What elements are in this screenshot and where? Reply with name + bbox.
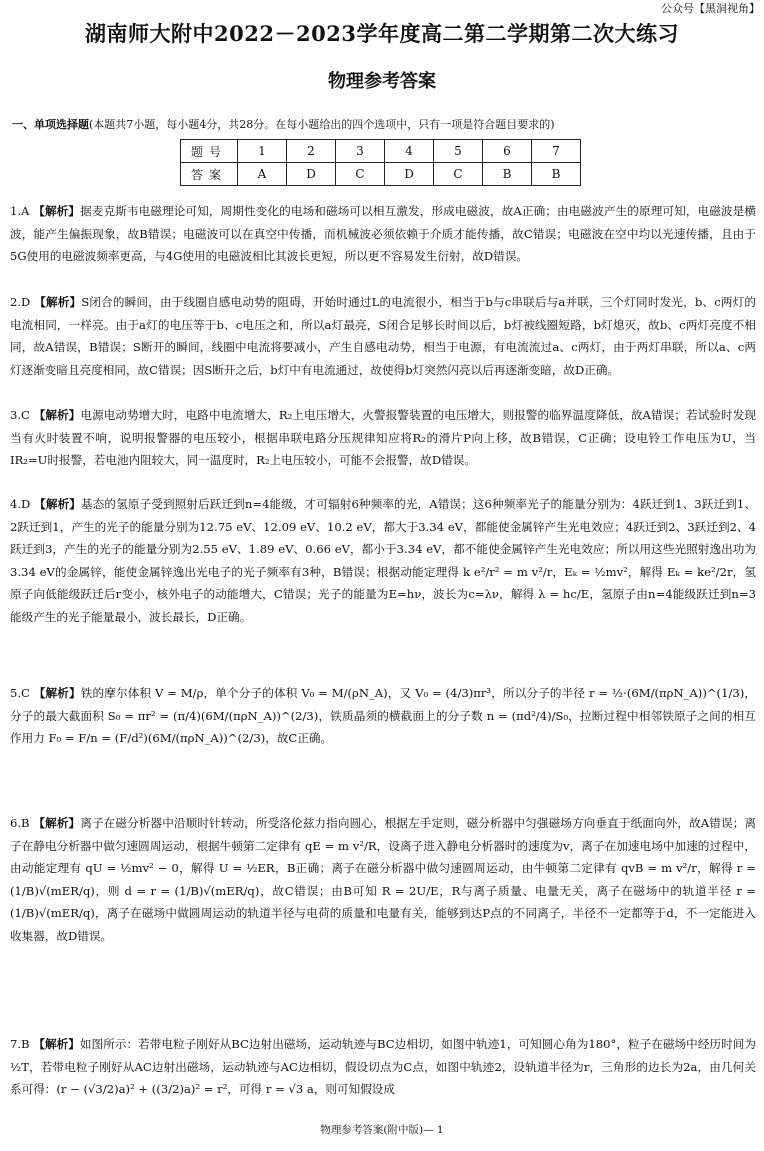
answer-cell: C (434, 163, 483, 186)
item-head: 6.B (10, 816, 30, 830)
answer-cell: A (238, 163, 287, 186)
answer-table-row-numbers (181, 140, 581, 163)
question-number: 3 (336, 140, 385, 163)
row-label-number: 题号 (181, 140, 238, 163)
answer-cell: B (483, 163, 532, 186)
question-number: 4 (385, 140, 434, 163)
item-head: 5.C (10, 686, 30, 700)
answer-item-5 (10, 682, 756, 750)
question-number: 1 (238, 140, 287, 163)
answer-cell: D (385, 163, 434, 186)
item-text: 基态的氢原子受到照射后跃迁到n=4能级，才可辐射6种频率的光，A错误；这6种频率光子的能量分别为：4跃迁到1、3跃迁到1、2跃迁到1，产生的光子的能量分别为12.75 eV、12.09 eV、10.2 eV，都大于3.34 eV，都能使金属锌产生光电效应；4跃迁到2、3跃迁到2、4跃迁到3，产生的光子的能量分别为2.55 eV、1.89 eV、0.66 eV，都小于3.34 eV，都不能使金属锌产生光电效应；所以用这些光照射逸出功为3.34 eV的金属锌，能使金属锌逸出光电子的光子频率有3种，B错误；根据动能定理得 k e²/r² = m v²/r，Eₖ = ½mv²，解得 Eₖ = ke²/2r，氢原子向低能级跃迁后r变小，核外电子的动能增大，C错误；光子的能量为E=hν，波长为c=λν，解得 λ = hc/E，氢原子由n=4能级跃迁到n=3能级产生的光子能量最小，波长最长，D正确。 (10, 497, 756, 624)
answer-item-7 (10, 1033, 756, 1101)
section-heading-block (12, 116, 555, 132)
analysis-tag: 【解析】 (33, 1037, 80, 1051)
item-text: 铁的摩尔体积 V = M/ρ，单个分子的体积 V₀ = M/(ρN_A)，又 V₀ = (4/3)πr³，所以分子的半径 r = ½·(6M/(πρN_A))^(1/3)，分子的最大截面积 S₀ = πr² = (π/4)(6M/(πρN_A))^(2/3)，铁质晶须的横截面上的分子数 n = (πd²/4)/S₀，拉断过程中相邻铁原子之间的相互作用力 F₀ = F/n = (F/d²)(6M/(πρN_A))^(2/3)，故C正确。 (10, 686, 757, 746)
question-number: 5 (434, 140, 483, 163)
page-title: 湖南师大附中2022－2023学年度高二第二学期第二次大练习 (85, 21, 679, 46)
answer-cell: C (336, 163, 385, 186)
question-number: 6 (483, 140, 532, 163)
answer-cell: B (532, 163, 581, 186)
analysis-tag: 【解析】 (33, 408, 81, 422)
item-text: 电源电动势增大时，电路中电流增大，R₂上电压增大，火警报警装置的电压增大，则报警的临界温度降低，故A错误；若试验时发现当有火时装置不响，说明报警器的电压较小，根据串联电路分压规律知应将R₂的滑片P向上移，故B错误，C正确；设电铃工作电压为U，当IR₂=U时报警，若电池内阻较大，同一温度时，R₂上电压较小，可能不会报警，故D错误。 (10, 408, 757, 468)
item-text: 据麦克斯韦电磁理论可知，周期性变化的电场和磁场可以相互激发，形成电磁波，故A正确；由电磁波产生的原理可知，电磁波是横波，能产生偏振现象，故B错误；电磁波可以在真空中传播，而机械波必须依赖于介质才能传播，故C错误；电磁波在空中均以光速传播，且由于5G使用的电磁波频率更高，与4G使用的电磁波相比其波长更短，所以更不容易发生衍射，故D错误。 (10, 204, 756, 264)
row-label-answer: 答案 (181, 163, 238, 186)
item-text: 离子在磁分析器中沿顺时针转动，所受洛伦兹力指向圆心，根据左手定则，磁分析器中匀强磁场方向垂直于纸面向外，故A错误；离子在静电分析器中做匀速圆周运动，根据牛顿第二定律有 qE = m v²/R，设离子进入静电分析器时的速度为v，离子在加速电场中加速的过程中，由动能定理有 qU = ½mv² − 0，解得 U = ½ER，B正确；离子在磁分析器中做匀速圆周运动，由牛顿第二定律有 qvB = m v²/r，解得 r = (1/B)√(mER/q)，则 d = r = (1/B)√(mER/q)，故C错误；由B可知 R = 2U/E，R与离子质量、电量无关，离子在磁场中的轨道半径 r = (1/B)√(mER/q)，离子在磁场中做圆周运动的轨道半径与电荷的质量和电量有关，能够到达P点的不同离子，半径不一定都等于d，不一定能进入收集器，故D错误。 (10, 816, 756, 943)
analysis-tag: 【解析】 (34, 295, 82, 309)
item-head: 3.C (10, 408, 30, 422)
section-note: (本题共7小题，每小题4分，共28分。在每小题给出的四个选项中，只有一项是符合题目要求的) (89, 118, 555, 131)
item-text: 如图所示：若带电粒子刚好从BC边射出磁场，运动轨迹与BC边相切，如图中轨迹1，可知圆心角为180°，粒子在磁场中经历时间为 ½T，若带电粒子刚好从AC边射出磁场，运动轨迹与AC边相切，假设切点为C点，如图中轨迹2，设轨道半径为r，三角形的边长为2a，由几何关系可得：(r − (√3/2)a)² + ((3/2)a)² = r²，可得 r = √3 a，则可知假设成 (10, 1037, 756, 1097)
answer-item-6 (10, 812, 756, 948)
item-head: 2.D (10, 295, 31, 309)
question-number: 7 (532, 140, 581, 163)
analysis-tag: 【解析】 (34, 497, 81, 511)
answer-item-3 (10, 404, 756, 472)
analysis-tag: 【解析】 (33, 686, 81, 700)
answer-cell: D (287, 163, 336, 186)
answer-item-2 (10, 291, 756, 381)
analysis-tag: 【解析】 (33, 816, 81, 830)
watermark: 公众号【黑洞视角】 (661, 2, 760, 15)
item-text: S闭合的瞬间，由于线圈自感电动势的阻碍，开始时通过L的电流很小，相当于b与c串联后与a并联，三个灯同时发光，b、c两灯的电流相同，一样亮。由于a灯的电压等于b、c电压之和，所以a灯最亮，S闭合足够长时间以后，b灯被线圈短路，b灯熄灭，故b、c两灯亮度不相同，故A错误，B错误；S断开的瞬间，线圈中电流将要减小，产生自感电动势，相当于电源，有电流流过a、c两灯，由于两灯串联，所以a、c两灯逐渐变暗且亮度相同，故C错误；因S断开之后，b灯中有电流通过，故使得b灯突然闪亮以后再逐渐变暗，故D正确。 (10, 295, 756, 377)
page-subtitle: 物理参考答案 (328, 71, 436, 92)
page-footer: 物理参考答案(附中版)— 1 (320, 1124, 444, 1136)
question-number: 2 (287, 140, 336, 163)
answer-item-4 (10, 493, 756, 629)
item-head: 1.A (10, 204, 30, 218)
analysis-tag: 【解析】 (33, 204, 81, 218)
item-head: 7.B (10, 1037, 30, 1051)
section-heading: 一、单项选择题 (12, 118, 89, 131)
item-head: 4.D (10, 497, 31, 511)
answer-table (180, 139, 581, 186)
answer-item-1 (10, 200, 756, 268)
answer-table-row-answers (181, 163, 581, 186)
